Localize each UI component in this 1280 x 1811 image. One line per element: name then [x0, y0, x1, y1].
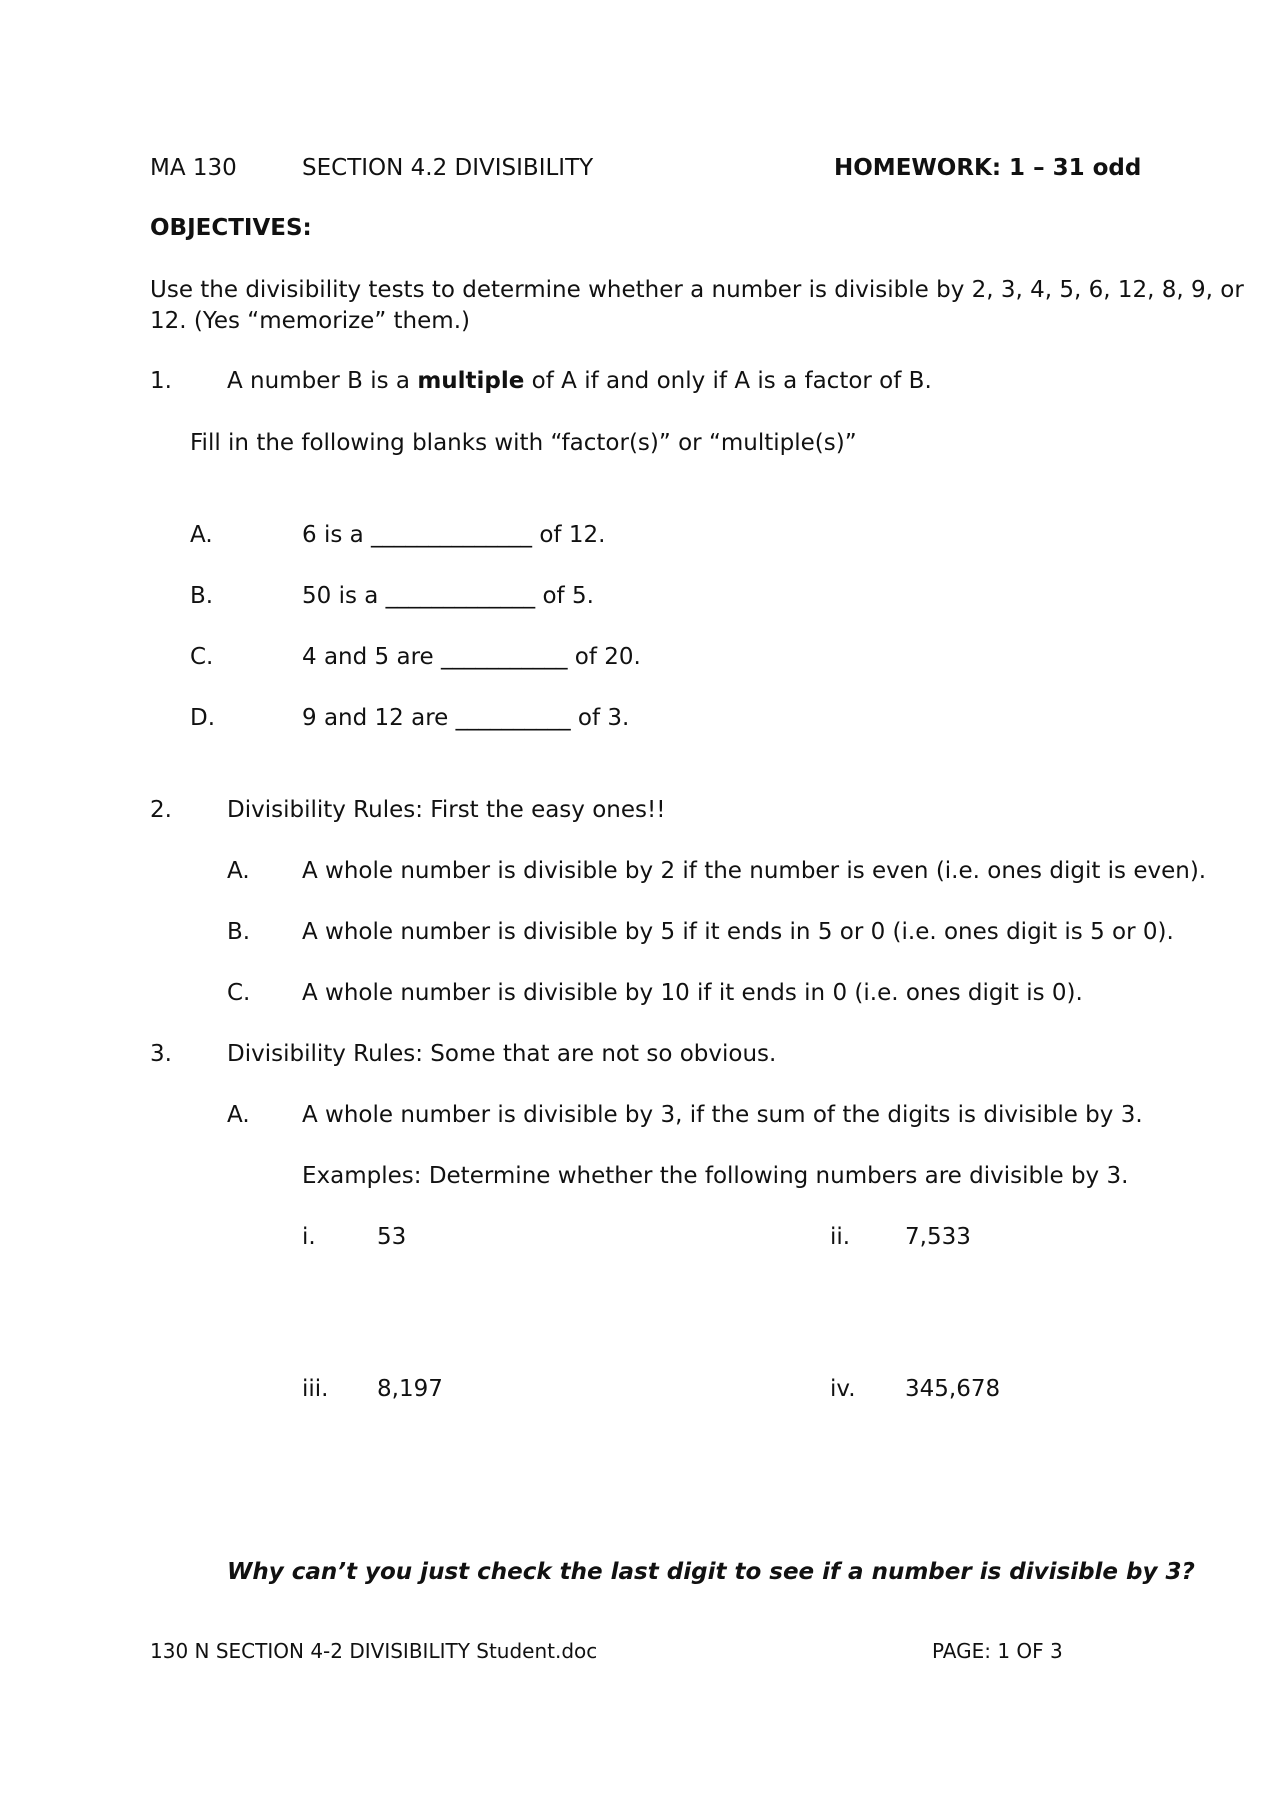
- multiple-keyword: multiple: [417, 368, 525, 394]
- objectives-line-2: 12. (Yes “memorize” them.): [150, 308, 470, 334]
- question-3-number: 3.: [150, 1041, 172, 1067]
- example-label: iv.: [830, 1376, 856, 1402]
- rule-label: A.: [227, 858, 250, 884]
- divisibility-question: Why can’t you just check the last digit to see if a number is divisible by 3?: [227, 1559, 1195, 1585]
- question-2-number: 2.: [150, 797, 172, 823]
- examples-instruction: Examples: Determine whether the following numbers are divisible by 3.: [302, 1163, 1129, 1189]
- objectives-line-1: Use the divisibility tests to determine whether a number is divisible by 2, 3, 4, 5, 6, 12, 8, 9, or: [150, 277, 1244, 303]
- question-1-instruction: Fill in the following blanks with “factor(s)” or “multiple(s)”: [190, 430, 857, 456]
- fill-blank-item: 9 and 12 are __________ of 3.: [302, 705, 630, 731]
- fill-blank-label: D.: [190, 705, 216, 731]
- rule-text: A whole number is divisible by 2 if the number is even (i.e. ones digit is even).: [302, 858, 1207, 884]
- example-value: 53: [377, 1224, 407, 1250]
- rule-label: A.: [227, 1102, 250, 1128]
- question-1-number: 1.: [150, 368, 172, 394]
- fill-blank-label: C.: [190, 644, 214, 670]
- rule-text: A whole number is divisible by 5 if it ends in 5 or 0 (i.e. ones digit is 5 or 0).: [302, 919, 1174, 945]
- fill-blank-item: 4 and 5 are ___________ of 20.: [302, 644, 641, 670]
- question-1-definition: A number B is a multiple of A if and only if A is a factor of B.: [227, 368, 932, 394]
- example-value: 7,533: [905, 1224, 971, 1250]
- homework-assignment: HOMEWORK: 1 – 31 odd: [834, 155, 1142, 181]
- question-2-title: Divisibility Rules: First the easy ones!!: [227, 797, 666, 823]
- example-label: i.: [302, 1224, 316, 1250]
- rule-label: B.: [227, 919, 251, 945]
- example-value: 345,678: [905, 1376, 1001, 1402]
- fill-blank-label: B.: [190, 583, 214, 609]
- footer-filename: 130 N SECTION 4-2 DIVISIBILITY Student.doc: [150, 1639, 598, 1663]
- example-value: 8,197: [377, 1376, 443, 1402]
- example-label: ii.: [830, 1224, 851, 1250]
- objectives-heading: OBJECTIVES:: [150, 215, 312, 241]
- course-code: MA 130: [150, 155, 237, 181]
- rule-label: C.: [227, 980, 251, 1006]
- fill-blank-label: A.: [190, 522, 213, 548]
- rule-text: A whole number is divisible by 10 if it ends in 0 (i.e. ones digit is 0).: [302, 980, 1083, 1006]
- rule-text: A whole number is divisible by 3, if the sum of the digits is divisible by 3.: [302, 1102, 1143, 1128]
- section-title: SECTION 4.2 DIVISIBILITY: [302, 155, 594, 181]
- example-label: iii.: [302, 1376, 329, 1402]
- question-3-title: Divisibility Rules: Some that are not so obvious.: [227, 1041, 777, 1067]
- footer-page-number: PAGE: 1 OF 3: [932, 1639, 1063, 1663]
- fill-blank-item: 50 is a _____________ of 5.: [302, 583, 594, 609]
- fill-blank-item: 6 is a ______________ of 12.: [302, 522, 606, 548]
